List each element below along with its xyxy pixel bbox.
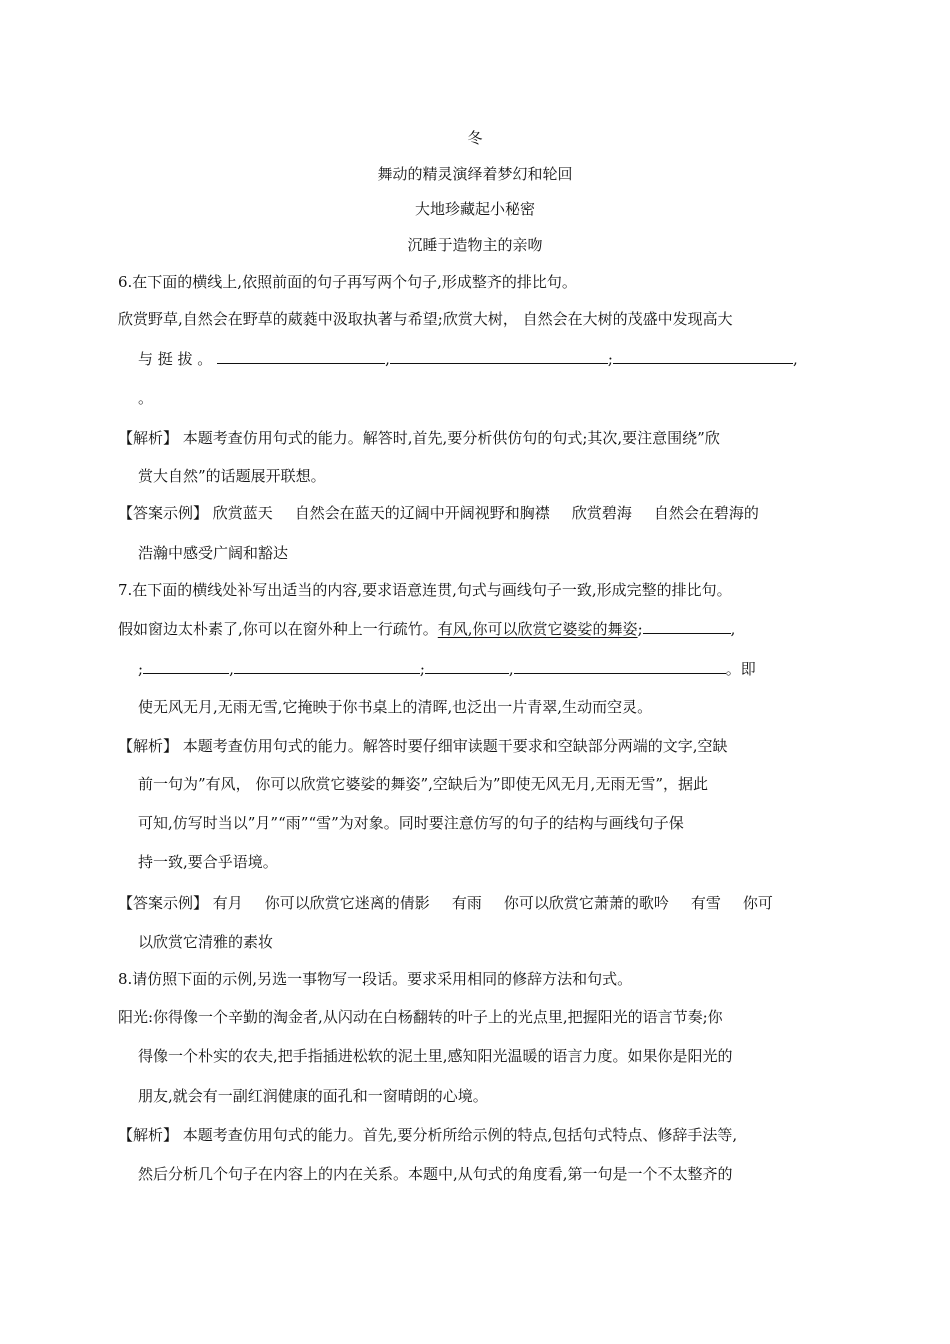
q7-semicolon-3: ; [419, 660, 425, 678]
q7-blank-3[interactable] [234, 658, 420, 674]
q6-comma-2: , [792, 350, 798, 368]
q7-answer-part-a: 有月 [208, 894, 243, 912]
q7-comma-2: , [229, 660, 234, 678]
q7-underlined-sentence: 有风,你可以欣赏它婆娑的舞姿 [437, 620, 638, 638]
q7-analysis-1 [118, 736, 728, 756]
q8-text-3: 朋友,就会有一副红润健康的面孔和一窗晴朗的心境。 [138, 1087, 488, 1105]
q6-analysis-1 [118, 428, 720, 448]
q6-text-2 [138, 348, 798, 369]
q6-blank-2[interactable] [390, 348, 608, 364]
q6-blank-3[interactable] [613, 348, 793, 364]
q7-analysis-4: 持一致,要合乎语境。 [138, 853, 278, 871]
q8-analysis-2: 然后分析几个句子在内容上的内在关系。本题中,从句式的角度看,第一句是一个不太整齐的 [138, 1165, 733, 1183]
q6-analysis-tag: 【解析】 [118, 429, 179, 447]
q6-period: 。 [138, 389, 154, 407]
q7-answer-tag: 【答案示例】 [118, 894, 209, 912]
q7-blank-1[interactable] [643, 618, 731, 634]
q7-blank-2[interactable] [143, 658, 229, 674]
q7-analysis-text-1: 本题考查仿用句式的能力。解答时要仔细审读题干要求和空缺部分两端的文字,空缺 [178, 737, 728, 755]
q6-answer-part-d: 自然会在碧海的 [653, 504, 759, 522]
q8-text-2: 得像一个朴实的农夫,把手指插进松软的泥土里,感知阳光温暖的语言力度。如果你是阳光的 [138, 1047, 733, 1065]
q8-text-1: 阳光:你得像一个辛勤的淘金者,从闪动在白杨翻转的叶子上的光点里,把握阳光的语言节奏;你 [118, 1008, 723, 1026]
q6-answer-part-b: 自然会在蓝天的辽阔中开阔视野和胸襟 [294, 504, 550, 522]
q7-semicolon-1: ; [637, 620, 643, 638]
q6-comma-1: , [385, 350, 390, 368]
q7-comma-1: , [730, 620, 736, 638]
q8-stem: 8.请仿照下面的示例,另选一事物写一段话。要求采用相同的修辞方法和句式。 [118, 970, 633, 988]
q7-stem: 7.在下面的横线处补写出适当的内容,要求语意连贯,句式与画线句子一致,形成完整的排比句。 [118, 581, 732, 599]
q7-answer-part-c: 有雨 [451, 894, 482, 912]
q7-answer-2: 以欣赏它清雅的素妆 [138, 933, 274, 951]
q6-answer-tag: 【答案示例】 [118, 504, 209, 522]
q6-answer-part-c: 欣赏碧海 [571, 504, 632, 522]
q7-period-ji: 。即 [725, 660, 756, 678]
q7-blank-5[interactable] [514, 658, 726, 674]
q7-comma-3: , [508, 660, 514, 678]
q6-stem: 6.在下面的横线上,依照前面的句子再写两个句子,形成整齐的排比句。 [118, 273, 577, 291]
q8-analysis-1 [118, 1125, 737, 1145]
q7-text-1-lead: 假如窗边太朴素了,你可以在窗外种上一行疏竹。 [118, 620, 438, 638]
poem-title: 冬 [467, 129, 483, 147]
q7-blank-4[interactable] [425, 658, 509, 674]
q6-text-1: 欣赏野草,自然会在野草的葳蕤中汲取执著与希望;欣赏大树， 自然会在大树的茂盛中发现高大 [118, 310, 733, 328]
q7-semicolon-2: ; [138, 660, 144, 678]
poem-line-3: 沉睡于造物主的亲吻 [407, 236, 543, 254]
q7-text-2 [138, 658, 756, 679]
q6-blank-1[interactable] [217, 348, 385, 364]
q7-text-1 [118, 618, 735, 639]
q7-answer-1 [118, 893, 773, 913]
q7-text-3: 使无风无月,无雨无雪,它掩映于你书桌上的清晖,也泛出一片青翠,生动而空灵。 [138, 698, 653, 716]
q7-analysis-tag: 【解析】 [118, 737, 179, 755]
q8-analysis-text-1: 本题考查仿用句式的能力。首先,要分析所给示例的特点,包括句式特点、修辞手法等, [178, 1126, 738, 1144]
q6-analysis-2: 赏大自然”的话题展开联想。 [138, 467, 326, 485]
q8-analysis-tag: 【解析】 [118, 1126, 179, 1144]
q6-answer-2: 浩瀚中感受广阔和豁达 [138, 544, 289, 562]
q6-analysis-text-1: 本题考查仿用句式的能力。解答时,首先,要分析供仿句的句式;其次,要注意围绕”欣 [178, 429, 720, 447]
q6-text-2-lead: 与 挺 拔 。 [138, 350, 213, 368]
q7-analysis-3: 可知,仿写时当以”月”“雨”“雪”为对象。同时要注意仿写的句子的结构与画线句子保 [138, 814, 684, 832]
q7-answer-part-f: 你可 [742, 894, 773, 912]
q6-answer-part-a: 欣赏蓝天 [208, 504, 273, 522]
q7-analysis-2: 前一句为”有风， 你可以欣赏它婆娑的舞姿”,空缺后为”即使无风无月,无雨无雪”，据此 [138, 775, 708, 793]
q6-semicolon: ; [607, 350, 613, 368]
poem-line-2: 大地珍藏起小秘密 [414, 200, 535, 218]
q7-answer-part-b: 你可以欣赏它迷离的倩影 [264, 894, 430, 912]
q7-answer-part-e: 有雪 [690, 894, 721, 912]
q6-answer-1 [118, 503, 759, 523]
poem-line-1: 舞动的精灵演绎着梦幻和轮回 [377, 165, 573, 183]
q7-answer-part-d: 你可以欣赏它萧萧的歌吟 [503, 894, 669, 912]
